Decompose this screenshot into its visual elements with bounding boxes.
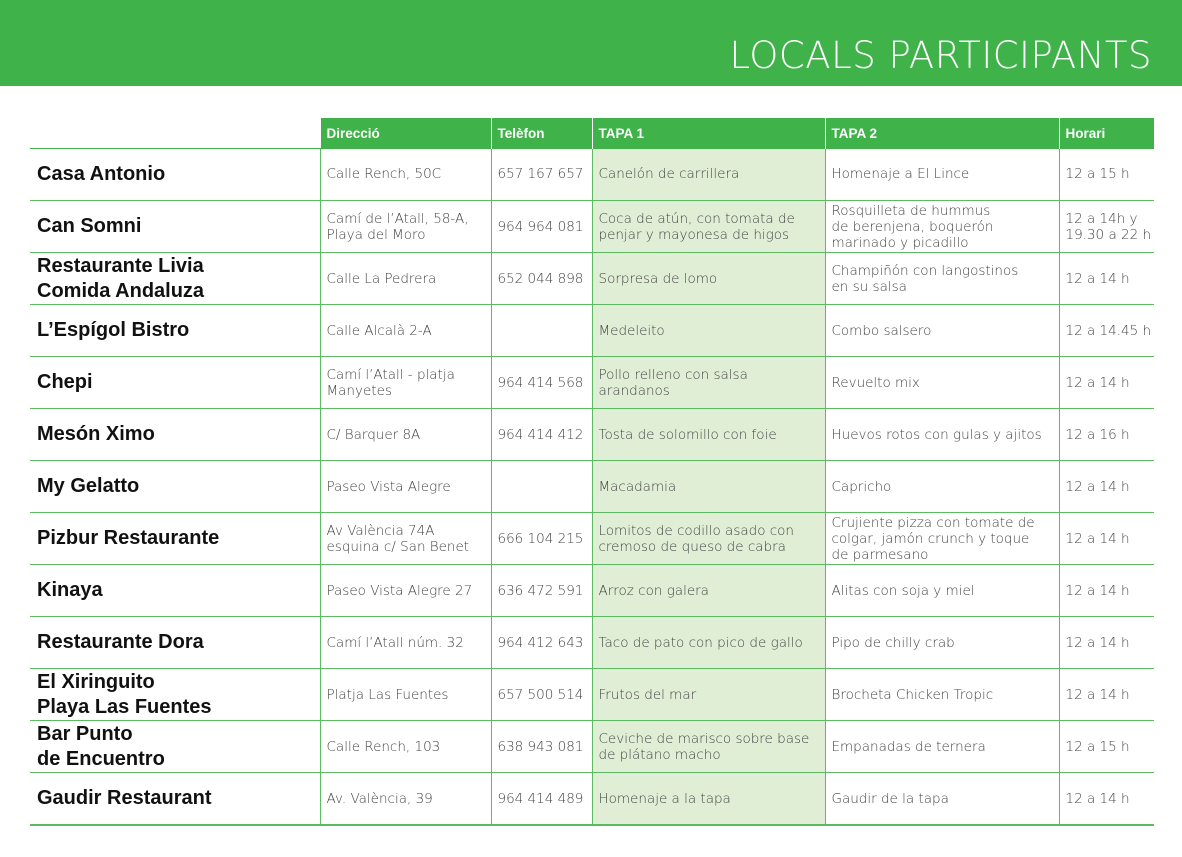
hours-cell-line: 12 a 14 h <box>1065 582 1130 599</box>
address-cell <box>320 513 491 565</box>
tapa1-cell-line: Canelón de carrillera <box>598 166 740 183</box>
address-cell <box>320 409 491 461</box>
tapa1-cell <box>592 149 825 201</box>
restaurant-name-line: Chepi <box>37 371 93 393</box>
address-cell-line: Calle Rench, 50C <box>326 166 442 183</box>
hours-cell <box>1059 721 1154 773</box>
restaurant-name <box>30 461 320 513</box>
phone-cell: 666 104 215 <box>491 513 592 565</box>
tapa1-cell-line: Pollo relleno con salsa <box>598 366 748 383</box>
column-header-tapa1: TAPA 1 <box>592 118 825 149</box>
restaurant-name-line: Restaurante Livia <box>37 254 204 277</box>
tapa2-cell <box>825 773 1059 826</box>
tapa2-cell <box>825 201 1059 253</box>
table-row <box>30 721 1154 773</box>
address-cell-line: Paseo Vista Alegre 27 <box>326 582 473 599</box>
table-row <box>30 669 1154 721</box>
tapa2-cell-line: Homenaje a El Lince <box>831 166 970 183</box>
hours-cell-line: 12 a 14 h <box>1065 530 1130 547</box>
restaurant-name <box>30 513 320 565</box>
tapa2-cell <box>825 253 1059 305</box>
restaurant-name <box>30 305 320 357</box>
table-row <box>30 513 1154 565</box>
tapa2-cell-line: Champiñón con langostinos <box>831 262 1019 279</box>
tapa2-cell <box>825 461 1059 513</box>
hours-cell-line: 12 a 15 h <box>1065 166 1130 183</box>
address-cell-line: Camí l’Atall - platja <box>326 366 455 383</box>
table-row <box>30 201 1154 253</box>
tapa2-cell-line: Capricho <box>831 478 892 495</box>
restaurant-name <box>30 253 320 305</box>
restaurant-name <box>30 409 320 461</box>
tapa2-cell-line: marinado y picadillo <box>831 234 969 251</box>
tapa2-cell-line: Alitas con soja y miel <box>831 582 975 599</box>
restaurant-name <box>30 357 320 409</box>
phone-cell: 964 414 568 <box>491 357 592 409</box>
hours-cell-line: 12 a 14.45 h <box>1065 322 1152 339</box>
tapa2-cell <box>825 617 1059 669</box>
tapa1-cell <box>592 617 825 669</box>
address-cell-line: Av València 74A <box>326 522 435 539</box>
hours-cell <box>1059 253 1154 305</box>
restaurant-name-line: Gaudir Restaurant <box>37 787 212 809</box>
tapa1-cell-line: Arroz con galera <box>598 582 709 599</box>
tapa2-cell-line: Rosquilleta de hummus <box>831 202 991 219</box>
restaurant-name-line: Mesón Ximo <box>37 423 155 445</box>
address-cell <box>320 669 491 721</box>
table-row <box>30 305 1154 357</box>
restaurant-name-line: My Gelatto <box>37 475 140 497</box>
tapa1-cell-line: Macadamia <box>598 478 677 495</box>
restaurant-name-line: Can Somni <box>37 215 142 237</box>
tapa2-cell-line: Combo salsero <box>831 322 932 339</box>
address-cell-line: Platja Las Fuentes <box>326 686 449 703</box>
restaurant-name <box>30 201 320 253</box>
hours-cell <box>1059 149 1154 201</box>
hours-cell-line: 19.30 a 22 h <box>1065 226 1152 243</box>
tapa1-cell <box>592 305 825 357</box>
address-cell <box>320 461 491 513</box>
tapa1-cell-line: penjar y mayonesa de higos <box>598 226 790 243</box>
restaurant-name-line: L’Espígol Bistro <box>37 319 190 341</box>
phone-cell: 657 500 514 <box>491 669 592 721</box>
address-cell <box>320 773 491 826</box>
tapa2-cell <box>825 565 1059 617</box>
tapa1-cell-line: Coca de atún, con tomata de <box>598 210 795 227</box>
tapa2-cell <box>825 409 1059 461</box>
address-cell <box>320 201 491 253</box>
table-row <box>30 617 1154 669</box>
restaurant-name-line: de Encuentro <box>37 747 165 770</box>
table-row <box>30 253 1154 305</box>
tapa1-cell-line: Medeleito <box>598 322 665 339</box>
tapa1-cell <box>592 357 825 409</box>
restaurant-name-line: Playa Las Fuentes <box>37 695 212 718</box>
tapa2-cell-line: en su salsa <box>831 278 907 295</box>
column-header-address: Direcció <box>320 118 491 149</box>
hours-cell <box>1059 773 1154 826</box>
restaurant-name <box>30 773 320 826</box>
participants-table <box>30 118 1154 826</box>
address-cell-line: C/ Barquer 8A <box>326 426 421 443</box>
tapa1-cell <box>592 461 825 513</box>
tapa1-cell <box>592 565 825 617</box>
hours-cell <box>1059 461 1154 513</box>
address-cell-line: Av. València, 39 <box>326 790 433 807</box>
tapa2-cell-line: colgar, jamón crunch y toque <box>831 530 1030 547</box>
address-cell <box>320 305 491 357</box>
address-cell-line: Camí l’Atall núm. 32 <box>326 634 464 651</box>
tapa2-cell <box>825 149 1059 201</box>
phone-cell: 964 964 081 <box>491 201 592 253</box>
address-cell-line: Playa del Moro <box>326 226 426 243</box>
address-cell <box>320 617 491 669</box>
table-row <box>30 409 1154 461</box>
address-cell <box>320 149 491 201</box>
tapa2-cell-line: Pipo de chilly crab <box>831 634 955 651</box>
tapa2-cell <box>825 357 1059 409</box>
restaurant-name <box>30 565 320 617</box>
tapa1-cell-line: Sorpresa de lomo <box>598 270 718 287</box>
tapa1-cell-line: arandanos <box>598 382 670 399</box>
tapa1-cell <box>592 253 825 305</box>
tapa1-cell <box>592 201 825 253</box>
table-header-row <box>30 118 1154 149</box>
tapa2-cell <box>825 669 1059 721</box>
hours-cell-line: 12 a 14 h <box>1065 374 1130 391</box>
hours-cell <box>1059 513 1154 565</box>
address-cell <box>320 253 491 305</box>
hours-cell-line: 12 a 16 h <box>1065 426 1130 443</box>
restaurant-name-line: Pizbur Restaurante <box>37 527 220 549</box>
restaurant-name <box>30 617 320 669</box>
phone-cell: 636 472 591 <box>491 565 592 617</box>
tapa2-cell-line: Crujiente pizza con tomate de <box>831 514 1035 531</box>
address-cell-line: Calle Rench, 103 <box>326 738 441 755</box>
address-cell-line: Calle La Pedrera <box>326 270 437 287</box>
hours-cell <box>1059 669 1154 721</box>
tapa1-cell <box>592 669 825 721</box>
page-title: LOCALS PARTICIPANTS <box>729 34 1152 77</box>
hours-cell-line: 12 a 14 h <box>1065 270 1130 287</box>
address-cell <box>320 565 491 617</box>
tapa2-cell <box>825 513 1059 565</box>
tapa2-cell-line: Gaudir de la tapa <box>831 790 949 807</box>
hours-cell-line: 12 a 14 h <box>1065 686 1130 703</box>
hours-cell-line: 12 a 15 h <box>1065 738 1130 755</box>
tapa1-cell-line: Ceviche de marisco sobre base <box>598 730 810 747</box>
table-row <box>30 461 1154 513</box>
table-row <box>30 565 1154 617</box>
phone-cell <box>491 461 592 513</box>
hours-cell <box>1059 305 1154 357</box>
hours-cell <box>1059 357 1154 409</box>
address-cell-line: Manyetes <box>326 382 392 399</box>
tapa1-cell-line: Homenaje a la tapa <box>598 790 731 807</box>
tapa2-cell-line: de parmesano <box>831 546 929 563</box>
tapa1-cell-line: Lomitos de codillo asado con <box>598 522 794 539</box>
hours-cell <box>1059 565 1154 617</box>
restaurant-name-line: Kinaya <box>37 579 103 601</box>
phone-cell: 652 044 898 <box>491 253 592 305</box>
table-row <box>30 149 1154 201</box>
phone-cell: 964 412 643 <box>491 617 592 669</box>
tapa1-cell-line: Tosta de solomillo con foie <box>598 426 777 443</box>
hours-cell-line: 12 a 14h y <box>1065 210 1138 227</box>
tapa1-cell <box>592 513 825 565</box>
table-row <box>30 357 1154 409</box>
phone-cell <box>491 305 592 357</box>
phone-cell: 657 167 657 <box>491 149 592 201</box>
restaurant-name-line: Comida Andaluza <box>37 279 205 302</box>
column-header-phone: Telèfon <box>491 118 592 149</box>
restaurant-name-line: Casa Antonio <box>37 163 166 185</box>
hours-cell <box>1059 201 1154 253</box>
address-cell-line: Calle Alcalà 2-A <box>326 322 432 339</box>
tapa1-cell-line: Frutos del mar <box>598 686 697 703</box>
column-header-tapa2: TAPA 2 <box>825 118 1059 149</box>
restaurant-name-line: Restaurante Dora <box>37 631 204 653</box>
header-banner <box>0 0 1182 86</box>
tapa2-cell-line: Brocheta Chicken Tropic <box>831 686 994 703</box>
address-cell-line: Paseo Vista Alegre <box>326 478 451 495</box>
phone-cell: 638 943 081 <box>491 721 592 773</box>
header-blank-cell <box>30 118 320 149</box>
column-header-hours: Horari <box>1059 118 1154 149</box>
restaurant-name-line: Bar Punto <box>37 722 133 745</box>
tapa2-cell-line: Huevos rotos con gulas y ajitos <box>831 426 1042 443</box>
address-cell-line: esquina c/ San Benet <box>326 538 470 555</box>
tapa1-cell <box>592 721 825 773</box>
phone-cell: 964 414 489 <box>491 773 592 826</box>
restaurant-name <box>30 149 320 201</box>
hours-cell-line: 12 a 14 h <box>1065 478 1130 495</box>
restaurant-name-line: El Xiringuito <box>37 670 155 693</box>
hours-cell-line: 12 a 14 h <box>1065 790 1130 807</box>
tapa1-cell-line: de plátano macho <box>598 746 721 763</box>
tapa1-cell-line: cremoso de queso de cabra <box>598 538 786 555</box>
tapa2-cell-line: de berenjena, boquerón <box>831 218 994 235</box>
tapa2-cell <box>825 721 1059 773</box>
restaurant-name <box>30 669 320 721</box>
tapa2-cell <box>825 305 1059 357</box>
hours-cell-line: 12 a 14 h <box>1065 634 1130 651</box>
tapa2-cell-line: Revuelto mix <box>831 374 920 391</box>
address-cell <box>320 721 491 773</box>
table-row <box>30 773 1154 826</box>
tapa2-cell-line: Empanadas de ternera <box>831 738 986 755</box>
phone-cell: 964 414 412 <box>491 409 592 461</box>
restaurant-name <box>30 721 320 773</box>
hours-cell <box>1059 617 1154 669</box>
tapa1-cell-line: Taco de pato con pico de gallo <box>598 634 803 651</box>
tapa1-cell <box>592 773 825 826</box>
tapa1-cell <box>592 409 825 461</box>
address-cell <box>320 357 491 409</box>
hours-cell <box>1059 409 1154 461</box>
address-cell-line: Camí de l’Atall, 58-A, <box>326 210 469 227</box>
